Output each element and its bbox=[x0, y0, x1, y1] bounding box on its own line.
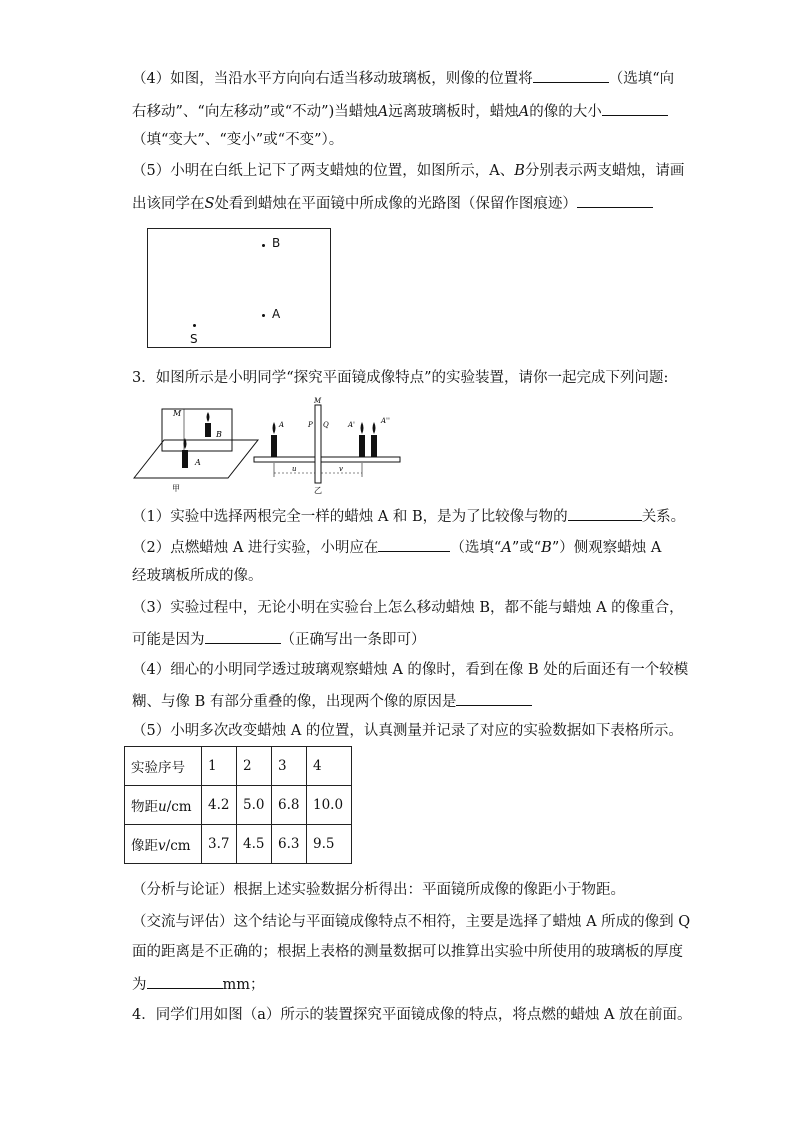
image-a1 bbox=[359, 435, 365, 457]
text: （选填“ bbox=[450, 540, 502, 556]
candle-b bbox=[205, 423, 211, 437]
table-cell: 5.0 bbox=[237, 786, 272, 825]
table-cell: 4.2 bbox=[202, 786, 237, 825]
bench bbox=[254, 457, 400, 462]
q3-analysis: （分析与论证）根据上述实验数据分析得出：平面镜所成像的像距小于物距。 bbox=[132, 882, 625, 898]
table-cell: 6.8 bbox=[272, 786, 307, 825]
q3-eval-line1: （交流与评估）这个结论与平面镜成像特点不相符，主要是选择了蜡烛 A 所成的像到 Q bbox=[132, 914, 691, 930]
var: A bbox=[518, 104, 530, 120]
q2-p4-line1 bbox=[132, 67, 675, 89]
table-row bbox=[125, 786, 352, 825]
text: mm； bbox=[222, 977, 265, 993]
q3-eval-line3 bbox=[132, 973, 672, 995]
text: 处看到蜡烛在平面镜中所成像的光路图（保留作图痕迹） bbox=[214, 196, 577, 212]
text: 右移动”、“向左移动”或“不动”)当蜡烛 bbox=[132, 104, 378, 120]
table-cell: 10.0 bbox=[307, 786, 352, 825]
flame-a-side bbox=[273, 422, 276, 434]
label-m2: M bbox=[314, 397, 322, 405]
text: （正确写出一条即可） bbox=[280, 632, 426, 648]
q3-p2-line1 bbox=[132, 536, 672, 558]
text: 为 bbox=[132, 977, 147, 993]
text: 可能是因为 bbox=[132, 632, 205, 648]
label-v: v bbox=[339, 465, 343, 473]
var: A bbox=[377, 104, 389, 120]
label-a: A bbox=[272, 307, 281, 321]
text: ”或“ bbox=[511, 540, 542, 556]
label-u: u bbox=[292, 465, 297, 473]
text: 关系。 bbox=[641, 509, 686, 525]
var: A bbox=[501, 540, 512, 556]
label-a: A bbox=[195, 458, 201, 467]
flame-image-a1 bbox=[361, 422, 364, 434]
var: S bbox=[204, 196, 215, 212]
answer-blank[interactable] bbox=[533, 67, 609, 83]
table-head: 物距u/cm bbox=[125, 786, 202, 825]
table-head: 像距v/cm bbox=[125, 825, 202, 864]
q3-p3-line2 bbox=[132, 628, 672, 650]
text: ”）侧观察蜡烛 A bbox=[551, 540, 662, 556]
q3-intro: 3．如图所示是小明同学“探究平面镜成像特点”的实验装置，请你一起完成下列问题: bbox=[132, 370, 669, 386]
label-a2: A bbox=[279, 421, 285, 429]
answer-blank[interactable] bbox=[456, 690, 532, 706]
table-cell: 9.5 bbox=[307, 825, 352, 864]
answer-blank[interactable] bbox=[147, 973, 223, 989]
text: （5）小明在白纸上记下了两支蜡烛的位置，如图所示，A、 bbox=[132, 163, 515, 179]
label-q: Q bbox=[323, 421, 329, 429]
table-cell: 3 bbox=[272, 747, 307, 786]
table-cell: 2 bbox=[237, 747, 272, 786]
table-cell: 4.5 bbox=[237, 825, 272, 864]
label-b: B bbox=[216, 430, 222, 439]
text: 的像的大小 bbox=[529, 104, 602, 120]
flame-image-a2 bbox=[373, 422, 376, 434]
candle-a-side bbox=[271, 435, 277, 457]
text: 出该同学在 bbox=[132, 196, 205, 212]
q2-p5-line2 bbox=[132, 192, 672, 214]
answer-blank[interactable] bbox=[378, 536, 450, 552]
q4-line1: 4．同学们用如图（a）所示的装置探究平面镜成像的特点，将点燃的蜡烛 A 放在前面。 bbox=[132, 1007, 692, 1023]
text: 分别表示两支蜡烛，请画 bbox=[524, 163, 685, 179]
table-cell: 3.7 bbox=[202, 825, 237, 864]
q3-p4-line1: （4）细心的小明同学透过玻璃观察蜡烛 A 的像时，看到在像 B 处的后面还有一个较模 bbox=[132, 662, 689, 678]
q3-eval-line2: 面的距离是不正确的；根据上表格的测量数据可以推算出实验中所使用的玻璃板的厚度 bbox=[132, 944, 683, 960]
label-a3: A' bbox=[348, 421, 355, 429]
text: 远离玻璃板时，蜡烛 bbox=[388, 104, 519, 120]
table-cell: 6.3 bbox=[272, 825, 307, 864]
q3-p3-line1: （3）实验过程中，无论小明在实验台上怎么移动蜡烛 B，都不能与蜡烛 A 的像重合， bbox=[132, 600, 684, 616]
answer-blank[interactable] bbox=[577, 192, 653, 208]
q3-p4-line2 bbox=[132, 690, 672, 712]
q2-p4-line3: （填“变大”、“变小”或“不变”）。 bbox=[132, 132, 344, 148]
flame-b bbox=[207, 412, 210, 422]
point-s bbox=[193, 324, 196, 327]
label-b: B bbox=[272, 236, 281, 250]
text: （选填“向 bbox=[608, 71, 675, 87]
point-b bbox=[262, 244, 265, 247]
glass-side bbox=[315, 405, 321, 483]
var: B bbox=[514, 163, 525, 179]
data-table bbox=[124, 746, 352, 864]
var: B bbox=[541, 540, 552, 556]
label-a4: A'' bbox=[381, 417, 390, 425]
text: （4）如图，当沿水平方向向右适当移动玻璃板，则像的位置将 bbox=[132, 71, 533, 87]
q3-p2-line2: 经玻璃板所成的像。 bbox=[132, 568, 263, 584]
text: （1）实验中选择两根完全一样的蜡烛 A 和 B，是为了比较像与物的 bbox=[132, 509, 568, 525]
figure-points-box bbox=[147, 228, 331, 348]
figure-apparatus bbox=[132, 395, 402, 495]
text: （2）点燃蜡烛 A 进行实验，小明应在 bbox=[132, 540, 379, 556]
label-p: P bbox=[308, 421, 313, 429]
table-cell: 4 bbox=[307, 747, 352, 786]
label-jia: 甲 bbox=[172, 484, 180, 493]
image-a2 bbox=[371, 435, 377, 457]
label-s: S bbox=[190, 332, 198, 346]
label-m: M bbox=[173, 409, 182, 418]
answer-blank[interactable] bbox=[602, 100, 668, 116]
table-row bbox=[125, 747, 352, 786]
table-head: 实验序号 bbox=[125, 747, 202, 786]
q3-p5: （5）小明多次改变蜡烛 A 的位置，认真测量并记录了对应的实验数据如下表格所示。 bbox=[132, 723, 683, 739]
q2-p4-line2 bbox=[132, 100, 672, 122]
answer-blank[interactable] bbox=[205, 628, 281, 644]
table-cell: 1 bbox=[202, 747, 237, 786]
candle-a bbox=[182, 450, 188, 468]
label-yi: 乙 bbox=[314, 486, 322, 495]
text: 糊、与像 B 有部分重叠的像，出现两个像的原因是 bbox=[132, 694, 457, 710]
table-row bbox=[125, 825, 352, 864]
q2-p5-line1 bbox=[132, 161, 685, 181]
point-a bbox=[262, 314, 265, 317]
answer-blank[interactable] bbox=[568, 505, 642, 521]
q3-p1 bbox=[132, 505, 686, 527]
